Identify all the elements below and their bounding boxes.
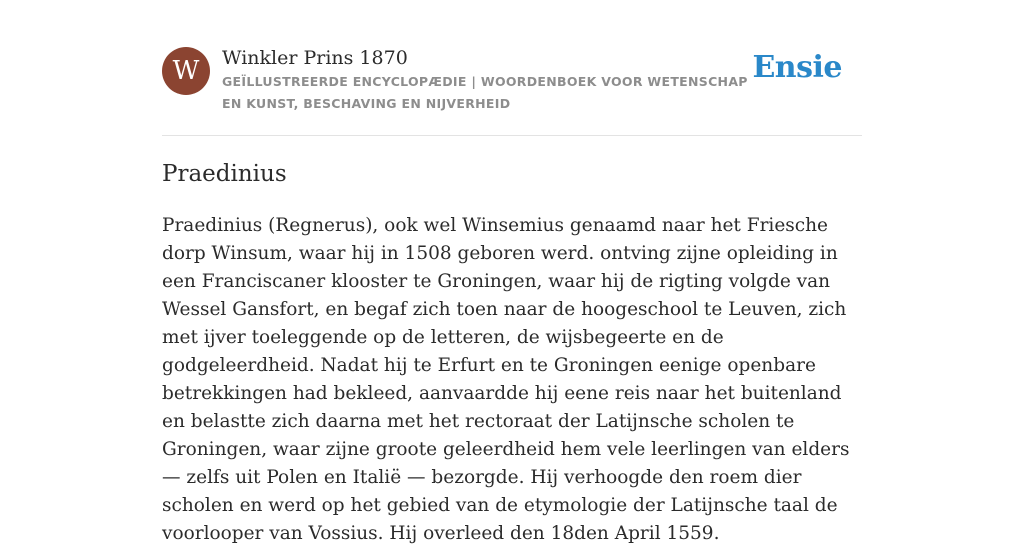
- source-subtitle: GEÏLLUSTREERDE ENCYCLOPÆDIE | WOORDENBOEK VOOR WETENSCHAP EN KUNST, BESCHAVING EN NIJVERHEID: [222, 74, 748, 111]
- source-avatar[interactable]: W: [162, 47, 210, 95]
- entry-title: Praedinius: [162, 161, 287, 187]
- ensie-logo[interactable]: Ensie: [752, 50, 842, 85]
- source-title[interactable]: Winkler Prins 1870: [222, 47, 408, 69]
- entry-body: Praedinius (Regnerus), ook wel Winsemius genaamd naar het Friesche dorp Winsum, waar hij in 1508 geboren werd. ontving zijne opleiding in een Franciscaner klooster te Groningen, waar hij de rigting volgde van Wessel Gansfort, en begaf zich toen naar de hoogeschool te Leuven, zich met ijver toeleggende op de letteren, de wijsbegeerte en de godgeleerdheid. Nadat hij te Erfurt en te Groningen eenige openbare betrekkingen had bekleed, aanvaardde hij eene reis naar het buitenland en belastte zich daarna met het rectoraat der Latijnsche scholen te Groningen, waar zijne groote geleerdheid hem vele leerlingen van elders — zelfs uit Polen en Italië — bezorgde. Hij verhoogde den roem dier scholen en werd op het gebied van de etymologie der Latijnsche taal de voorlooper van Vossius. Hij overleed den 18den April 1559.: [162, 215, 850, 544]
- source-header: [162, 0, 862, 136]
- page-container: [162, 0, 862, 544]
